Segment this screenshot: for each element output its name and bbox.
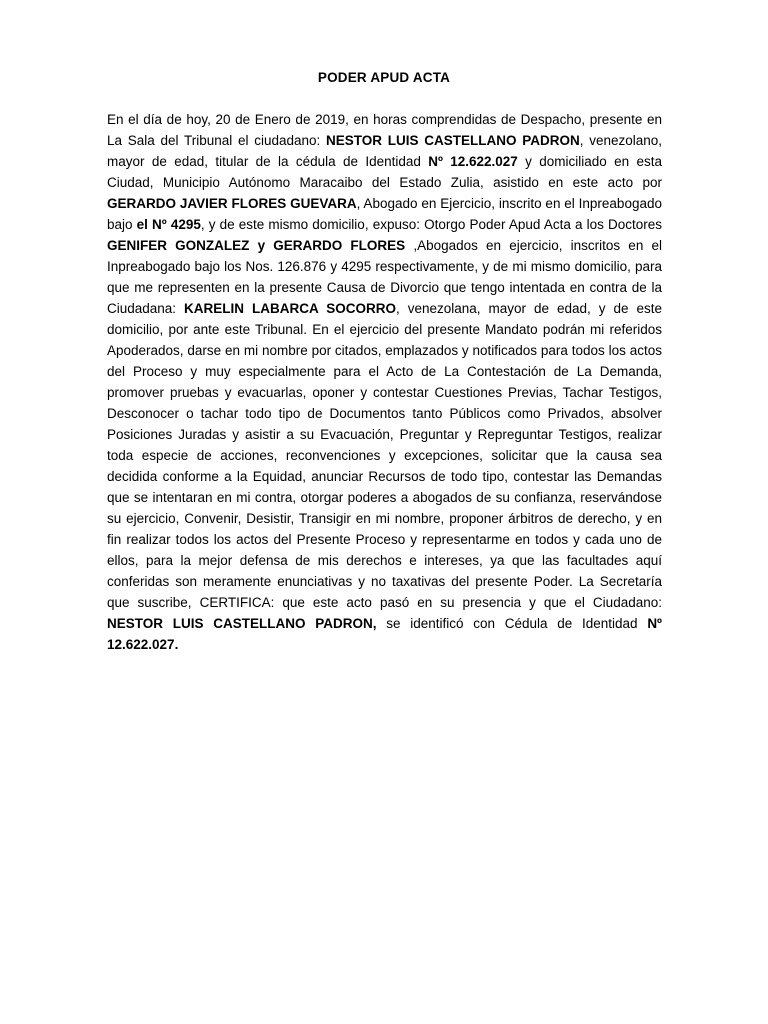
document-body-paragraph <box>107 109 662 655</box>
body-text-segment: se identificó con Cédula de Identidad <box>376 616 648 631</box>
respondent-name: KARELIN LABARCA SOCORRO <box>184 301 396 316</box>
body-text-segment: , venezolana, mayor de edad, y de este domicilio, por ante este Tribunal. En el ejercicio del presente Mandato podrán mi referidos Apoderados, darse en mi nombre por citados, emplazados y notificados para todos los actos del Proceso y muy especialmente para el Acto de La Contestación de La Demanda, promover pruebas y evacuarlas, oponer y contestar Cuestiones Previas, Tachar Testigos, Desconocer o tachar todo tipo de Documentos tanto Públicos como Privados, absolver Posiciones Juradas y asistir a su Evacuación, Preguntar y Repreguntar Testigos, realizar toda especie de acciones, reconvenciones y excepciones, solicitar que la causa sea decidida conforme a la Equidad, anunciar Recursos de todo tipo, contestar las Demandas que se intentaran en mi contra, otorgar poderes a abogados de su confianza, reservándose su ejercicio, Convenir, Desistir, Transigir en mi nombre, proponer árbitros de derecho, y en fin realizar todos los actos del Presente Proceso y representarme en todos y cada uno de ellos, para la mejor defensa de mis derechos e intereses, ya que las facultades aquí conferidas son meramente enunciativas y no taxativas del presente Poder. La Secretaría que suscribe, CERTIFICA: que este acto pasó en su presencia y que el Ciudadano: <box>107 301 662 610</box>
citizen-name: NESTOR LUIS CASTELLANO PADRON <box>326 133 580 148</box>
body-text-segment: y domiciliado en esta Ciudad, Municipio Autónomo Maracaibo del Estado Zulia, asistido en este acto por <box>107 154 662 190</box>
citizen-name-closing: NESTOR LUIS CASTELLANO PADRON, <box>107 616 377 631</box>
body-text-segment: ,Abogados en ejercicio, inscritos en el Inpreabogado bajo los Nos. 126.876 y 4295 respectivamente, y de mi mismo domicilio, para que me representen en la presente Causa de Divorcio que tengo intentada en contra de la Ciudadana: <box>107 238 662 316</box>
citizen-id-number: Nº 12.622.027 <box>428 154 518 169</box>
body-text-segment: , Abogado en Ejercicio, inscrito en el Inpreabogado bajo <box>107 196 662 232</box>
body-text-segment: , venezolano, mayor de edad, titular de la cédula de Identidad <box>107 133 663 169</box>
document-title: PODER APUD ACTA <box>317 70 451 85</box>
body-text-segment: , y de este mismo domicilio, expuso: Otorgo Poder Apud Acta a los Doctores <box>200 217 662 232</box>
body-text-segment: En el día de hoy, 20 de Enero de 2019, en horas comprendidas de Despacho, presente en La Sala del Tribunal el ciudadano: <box>107 112 662 148</box>
citizen-id-number-closing: Nº 12.622.027. <box>107 616 662 652</box>
inpreabogado-number: el Nº 4295 <box>136 217 201 232</box>
lawyer-name: GERARDO JAVIER FLORES GUEVARA <box>107 196 357 211</box>
attorneys-names: GENIFER GONZALEZ y GERARDO FLORES <box>107 238 406 253</box>
